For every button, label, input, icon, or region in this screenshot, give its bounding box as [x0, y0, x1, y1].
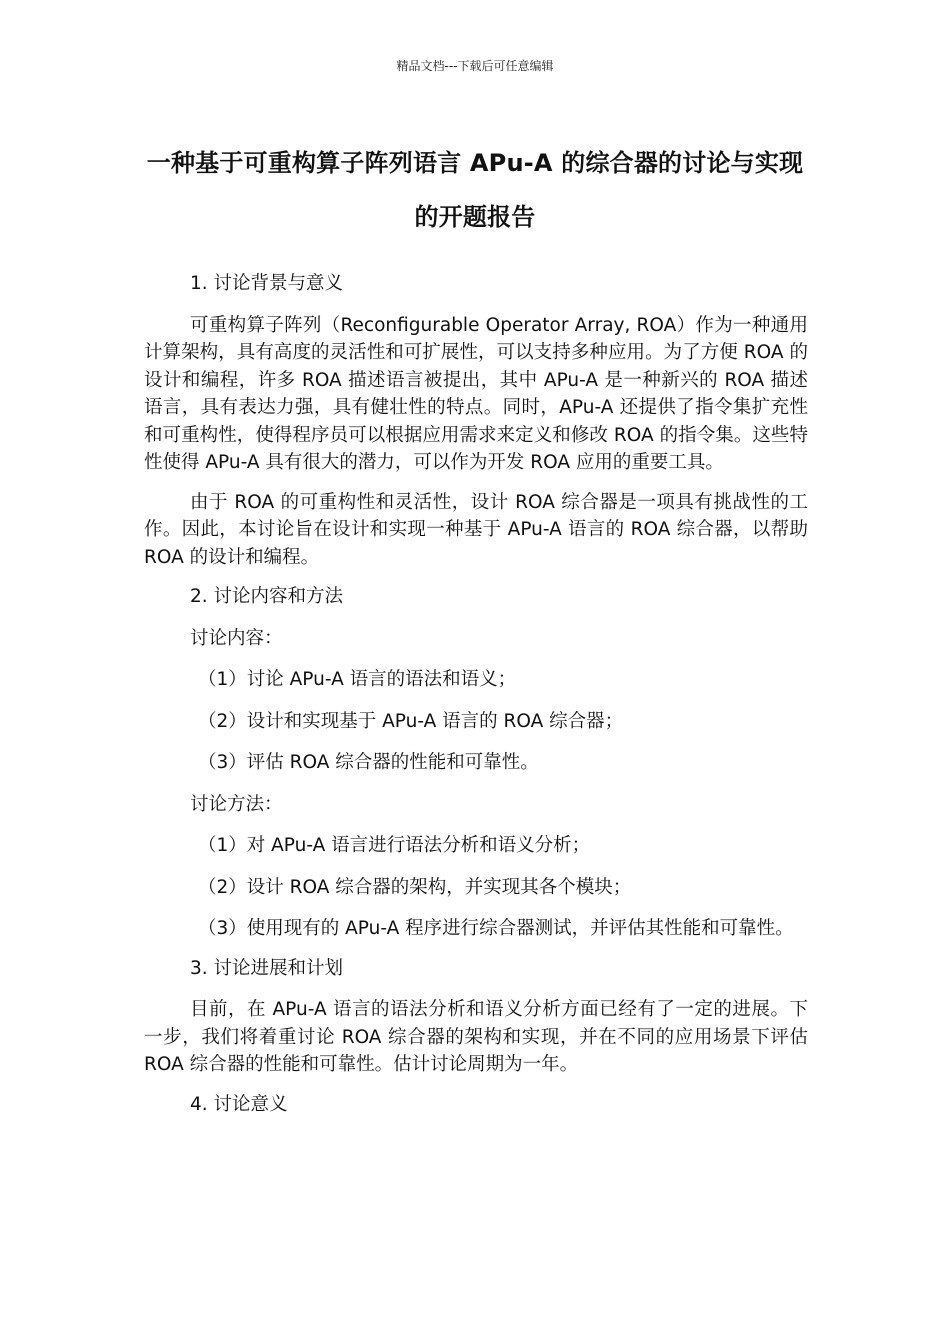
- document-body: [144, 270, 808, 1132]
- paragraph: 讨论方法：: [190, 793, 283, 815]
- paragraph: 1. 讨论背景与意义: [190, 273, 344, 294]
- paragraph: 4. 讨论意义: [190, 1093, 288, 1115]
- paragraph: （2）设计和实现基于 APu-A 语言的 ROA 综合器；: [198, 710, 624, 732]
- paragraph: 2. 讨论内容和方法: [190, 586, 344, 607]
- paragraph: 3. 讨论进展和计划: [190, 957, 344, 979]
- paragraph: （3）评估 ROA 综合器的性能和可靠性。: [198, 752, 539, 773]
- paragraph: 讨论内容：: [190, 627, 283, 649]
- paragraph: （1）对 APu-A 语言进行语法分析和语义分析；: [198, 835, 591, 856]
- paragraph: （3）使用现有的 APu-A 程序进行综合器测试，并评估其性能和可靠性。: [198, 918, 794, 939]
- paragraph: 可重构算子阵列（Reconfigurable Operator Array, ROA）作为一种通用计算架构，具有高度的灵活性和可扩展性，可以支持多种应用。为了方便 ROA 的设计和编程，许多 ROA 描述语言被提出，其中 APu-A 是一种新兴的 ROA 描述语言，具有表达力强，具有健壮性的特点。同时，APu-A 还提供了指令集扩充性和可重构性，使得程序员可以根据应用需求来定义和修改 ROA 的指令集。这些特性使得 APu-A 具有很大的潜力，可以作为开发 ROA 应用的重要工具。: [144, 314, 808, 473]
- paragraph: 由于 ROA 的可重构性和灵活性，设计 ROA 综合器是一项具有挑战性的工作。因此，本讨论旨在设计和实现一种基于 APu-A 语言的 ROA 综合器，以帮助 ROA 的设计和编程。: [144, 491, 808, 568]
- paragraph: 目前，在 APu-A 语言的语法分析和语义分析方面已经有了一定的进展。下一步，我们将着重讨论 ROA 综合器的架构和实现，并在不同的应用场景下评估 ROA 综合器的性能和可靠性。估计讨论周期为一年。: [144, 999, 808, 1075]
- page-header: 精品文档---下载后可任意编辑: [396, 59, 554, 73]
- document-title: 一种基于可重构算子阵列语言 APu-A 的综合器的讨论与实现的开题报告: [146, 149, 804, 231]
- paragraph: （2）设计 ROA 综合器的架构，并实现其各个模块；: [198, 876, 632, 898]
- paragraph: （1）讨论 APu-A 语言的语法和语义；: [198, 669, 517, 690]
